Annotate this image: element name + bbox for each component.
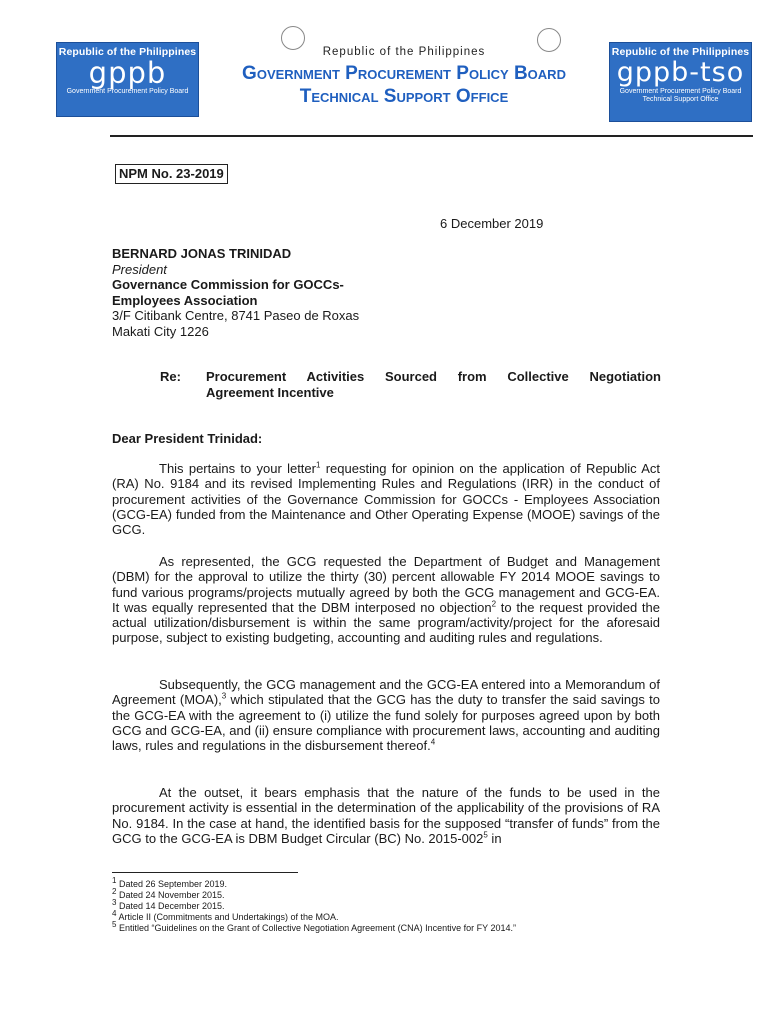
paragraph-4 [112,785,660,846]
addressee-name: BERNARD JONAS TRINIDAD [112,246,292,261]
footnote-3-text: Dated 14 December 2015. [116,901,225,911]
addressee-position: President [112,261,167,277]
gppb-logo-left [56,42,199,117]
footnote-ref-1: 1 [315,460,321,470]
logo-right-bottom-line1: Government Procurement Policy Board [619,88,742,95]
p3-text-a: Subsequently, the GCG management and the GCG-EA entered into a Memorandum of Agreement (MOA), [112,677,660,708]
footnote-ref-5: 5 [483,830,488,840]
paragraph-1 [112,461,660,537]
footnote-4 [112,909,339,923]
footnote-2 [112,887,225,901]
header-center [200,46,608,108]
subject-text [206,369,661,400]
addressee-address-line1: 3/F Citibank Centre, 8741 Paseo de Roxas [112,308,360,323]
logo-left-bottom-text: Government Procurement Policy Board [66,88,189,95]
header-divider [110,135,753,137]
footnote-2-num: 2 [112,887,117,896]
footnote-2-text: Dated 24 November 2015. [116,890,225,900]
salutation: Dear President Trinidad: [112,431,263,446]
footnote-ref-4: 4 [430,737,436,747]
gppb-tso-logo-right [609,42,752,122]
p1-text-a: This pertains to your letter [159,461,316,476]
footnote-1-num: 1 [112,876,117,885]
agency-subtitle: Technical Support Office [299,86,509,107]
footnote-4-text: Article II (Commitments and Undertakings) of the MOA. [116,912,339,922]
logo-right-top-text: Republic of the Philippines [611,46,750,58]
republic-text: Republic of the Philippines [322,46,486,58]
subject-label: Re: [160,369,181,384]
footnote-5-num: 5 [112,920,117,929]
footnote-5-text: Entitled “Guidelines on the Grant of Collective Negotiation Agreement (CNA) Incentive for FY 2014.” [116,923,516,933]
footnote-4-num: 4 [112,909,117,918]
subject-line1: Procurement Activities Sourced from Collective Negotiation [206,369,661,384]
footnote-ref-3: 3 [221,691,227,701]
logo-right-bottom-line2: Technical Support Office [642,96,719,103]
addressee-address-line2: Makati City 1226 [112,323,209,339]
subject-line2: Agreement Incentive [206,384,334,400]
addressee-block [112,246,359,339]
footnote-ref-2: 2 [491,599,497,609]
footnote-1 [112,876,228,890]
p2-text-b: to the request provided the actual utilization/disbursement is within the same program/activity/project for the aforesaid purpose, subject to existing budgeting, accounting and auditing rules and regulations. [112,599,660,646]
footnote-3-num: 3 [112,898,117,907]
logo-right-mark: gppb-tso [616,57,745,88]
p4-text-b: in [487,830,502,846]
footnote-1-text: Dated 26 September 2019. [116,879,228,889]
npm-number: NPM No. 23-2019 [115,164,228,184]
logo-left-mark: gppb [88,56,167,90]
p1-text-b: requesting for opinion on the application of Republic Act (RA) No. 9184 and its revised Implementing Rules and Regulations (IRR) in the conduct of procurement activities of the Governance Commission for GOCCs - Employees Association (GCG-EA) funded from the Maintenance and Other Operating Expense (MOOE) savings of the GCG. [112,461,660,538]
paragraph-3 [112,677,660,753]
logo-left-top-text: Republic of the Philippines [58,46,197,58]
footnote-3 [112,898,225,912]
footnote-divider [112,872,298,873]
agency-title: Government Procurement Policy Board [242,63,566,84]
addressee-org-line1: Governance Commission for GOCCs- [112,277,344,292]
p4-text-a: At the outset, it bears emphasis that the nature of the funds to be used in the procurement activity is essential in the determination of the applicability of the provisions of RA No. 9184. In the case at hand, the identified basis for the supposed “transfer of funds” from the GCG to the GCG-EA is DBM Budget Circular (BC) No. 2015-002 [112,785,660,846]
letter-date: 6 December 2019 [440,216,544,231]
addressee-org-line2: Employees Association [112,292,258,308]
paragraph-2 [112,554,660,646]
footnote-5 [112,920,516,934]
p3-text-b: which stipulated that the GCG has the duty to transfer the said savings to the GCG-EA with the agreement to (i) utilize the fund solely for purposes agreed upon by both GCG and GCG-EA, and (ii) ensure compliance with procurement laws, accounting and auditing laws, rules and regulations in the disbursement thereof. [112,692,660,754]
p2-text-a: As represented, the GCG requested the Department of Budget and Management (DBM) for the approval to utilize the thirty (30) percent allowable FY 2014 MOOE savings to fund various programs/projects mutually agreed by both the GCG management and GCG-EA. It was equally represented that the DBM interposed no objection [112,554,660,615]
